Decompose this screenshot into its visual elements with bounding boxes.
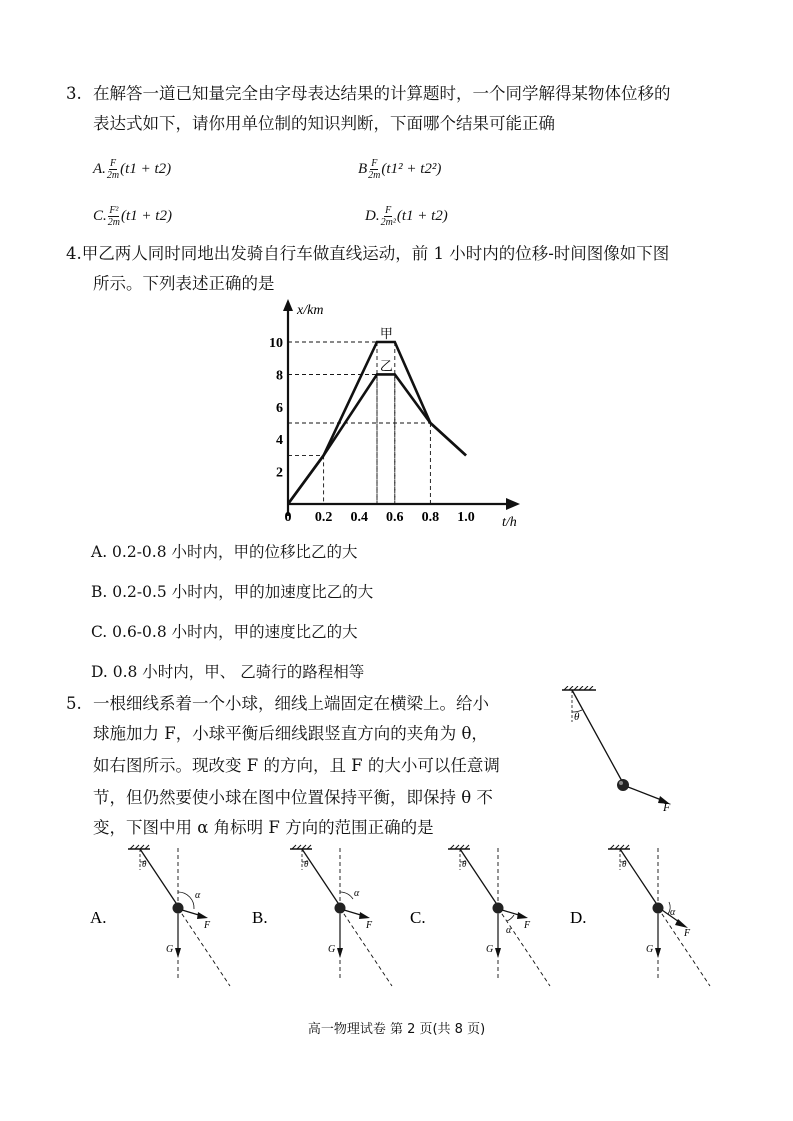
gravity-label: G (328, 944, 336, 955)
ball-highlight (619, 781, 623, 785)
q5-line2: 球施加力 F，小球平衡后细线跟竖直方向的夹角为 θ， (93, 724, 488, 743)
q5-line1: 一根细线系着一个小球，细线上端固定在横梁上。给小 (93, 694, 489, 713)
q3-option-d (365, 205, 448, 228)
q4-line2: 所示。下列表述正确的是 (93, 274, 275, 293)
gravity-label: G (486, 944, 494, 955)
q4-line1: 4.甲乙两人同时同地出发骑自行车做直线运动，前 1 小时内的位移-时间图像如下图 (66, 244, 670, 263)
q5-line3: 如右图所示。现改变 F 的方向，且 F 的大小可以任意调 (93, 756, 500, 775)
x-tick-label: 1.0 (457, 510, 475, 525)
y-tick-label: 2 (276, 465, 283, 481)
option-c-label: C. (410, 908, 426, 927)
displacement-time-chart (262, 294, 532, 534)
ball (173, 903, 184, 914)
option-d-label: D. (570, 908, 587, 927)
q4-option-d: D. 0.8 小时内，甲、 乙骑行的路程相等 (91, 663, 365, 681)
option-c-diagram (410, 845, 550, 986)
pendulum-figure (560, 686, 690, 816)
alpha-arc (340, 892, 353, 899)
q5-number: 5. (66, 694, 82, 713)
q3-option-c (93, 205, 172, 228)
q5-line4: 节，但仍然要使小球在图中位置保持平衡，即保持 θ 不 (93, 788, 493, 807)
option-letter: C. (93, 207, 107, 224)
q4-option-a: A. 0.2-0.8 小时内，甲的位移比乙的大 (91, 543, 358, 561)
y-tick-label: 8 (276, 368, 283, 384)
fraction-denominator: 2m (106, 170, 120, 181)
option-a-label: A. (90, 908, 107, 927)
y-axis-label: x/km (297, 303, 324, 318)
x-tick-label: 0 (284, 510, 292, 525)
theta-label: θ (574, 711, 580, 723)
fraction-denominator: 2m (107, 217, 120, 228)
ball (617, 779, 629, 791)
alpha-arc (507, 915, 514, 921)
force-label: F (684, 928, 691, 939)
force-label: F (204, 920, 211, 931)
y-tick-label: 4 (276, 433, 283, 449)
q3-option-b (358, 158, 441, 181)
fraction-numerator: F (371, 158, 378, 169)
x-tick-label: 0.8 (421, 510, 440, 525)
alpha-label: α (195, 890, 201, 901)
option-expression: (t1 + t2) (121, 207, 172, 224)
x-tick-label: 0.4 (350, 510, 368, 525)
fraction-denominator: 2m² (380, 217, 396, 228)
tick-labels (269, 336, 475, 525)
option-letter: B (358, 160, 368, 177)
option-letter: D. (365, 207, 380, 224)
theta-label: θ (142, 859, 147, 869)
q3-line1: 在解答一道已知量完全由字母表达结果的计算题时，一个同学解得某物体位移的 (93, 84, 671, 103)
q3-line2: 表达式如下，请你用单位制的知识判断，下面哪个结果可能正确 (93, 114, 555, 133)
x-axis-arrow (506, 498, 520, 510)
q5-line5: 变，下图中用 α 角标明 F 方向的范围正确的是 (93, 818, 434, 837)
ball (493, 903, 504, 914)
x-axis-label: t/h (502, 515, 517, 530)
q4-option-b: B. 0.2-0.5 小时内，甲的加速度比乙的大 (91, 583, 374, 601)
gravity-label: G (166, 944, 174, 955)
string (140, 849, 178, 906)
force-label: F (366, 920, 373, 931)
option-b-diagram (252, 845, 392, 986)
alpha-label: α (354, 888, 360, 899)
q5-option-diagrams (90, 840, 730, 1000)
ball (335, 903, 346, 914)
option-a-diagram (90, 845, 230, 986)
q4-option-c: C. 0.6-0.8 小时内，甲的速度比乙的大 (91, 623, 358, 641)
theta-label: θ (304, 859, 309, 869)
fraction-numerator: F (385, 205, 392, 216)
option-expression: (t1² + t2²) (381, 160, 442, 177)
q3-option-a (93, 158, 171, 181)
alpha-label: α (670, 907, 676, 918)
alpha-label: α (506, 925, 512, 936)
page-footer: 高一物理试卷 第 2 页(共 8 页) (307, 1022, 486, 1037)
gravity-label: G (646, 944, 654, 955)
string (572, 690, 623, 783)
ball (653, 903, 664, 914)
option-expression: (t1 + t2) (396, 207, 448, 224)
force-arrow (628, 787, 664, 801)
y-tick-label: 6 (276, 400, 283, 416)
y-axis-arrow (283, 299, 293, 311)
y-tick-label: 10 (269, 336, 283, 351)
option-d-diagram (570, 845, 710, 986)
theta-label: θ (462, 859, 467, 869)
option-b-label: B. (252, 908, 268, 927)
chart-axes (283, 299, 520, 516)
fraction-numerator: F (109, 158, 117, 169)
fraction-denominator: 2m (368, 170, 381, 181)
force-label: F (663, 800, 671, 814)
series-label: 甲 (379, 326, 393, 341)
force-label: F (524, 920, 531, 931)
reference-dashes (288, 342, 430, 504)
q3-number: 3. (66, 84, 82, 103)
x-tick-label: 0.6 (386, 510, 404, 525)
option-letter: A. (93, 160, 106, 177)
x-tick-label: 0.2 (314, 510, 333, 525)
option-expression: (t1 + t2) (120, 160, 172, 177)
theta-label: θ (622, 859, 627, 869)
fraction-numerator: F² (109, 205, 119, 216)
series-label: 乙 (379, 358, 393, 374)
